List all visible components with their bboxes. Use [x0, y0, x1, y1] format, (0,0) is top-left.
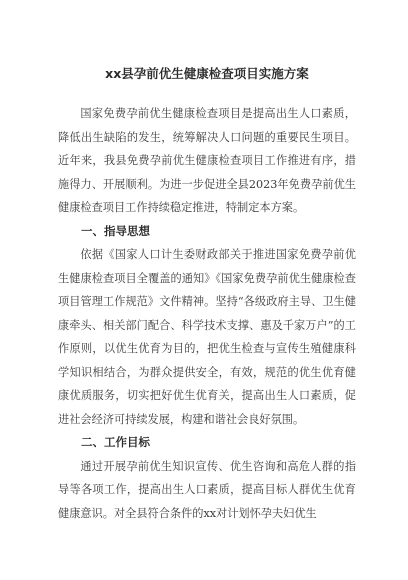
intro-paragraph: 国家免费孕前优生健康检查项目是提高出生人口素质，降低出生缺陷的发生，统筹解决人口问题的重要民生项目。近年来，我县免费孕前优生健康检查项目工作推进有序，措施得力、开展顺利。为进一步促进全县2023年免费孕前优生健康检查项目工作持续稳定推进，特制定本方案。: [58, 107, 356, 214]
document-title: xx县孕前优生健康检查项目实施方案: [105, 66, 309, 81]
section-heading-work-goals: 二、工作目标: [81, 435, 150, 449]
section-paragraph-guiding-ideology: 依据《国家人口计生委财政部关于推进国家免费孕前优生健康检查项目全覆盖的通知》《国家免费孕前优生健康检查项目管理工作规范》文件精神。坚持“各级政府主导、卫生健康牵头、相关部门配合、科学技术支撑、惠及千家万户”的工作原则，以优生优育为目的，把优生检查与宣传生殖健康科学知识相结合，为群众提供安全，有效，规范的优生优育健康优质服务，切实把好优生优育关，提高出生人口素质，促进社会经济可持续发展，构建和谐社会良好氛围。: [58, 248, 356, 426]
section-heading-guiding-ideology: 一、指导思想: [81, 223, 150, 238]
section-paragraph-work-goals: 通过开展孕前优生知识宣传、优生咨询和高危人群的指导等各项工作，提高出生人口素质，提高目标人群优生优育健康意识。对全县符合条件的xx对计划怀孕夫妇优生: [58, 459, 356, 520]
